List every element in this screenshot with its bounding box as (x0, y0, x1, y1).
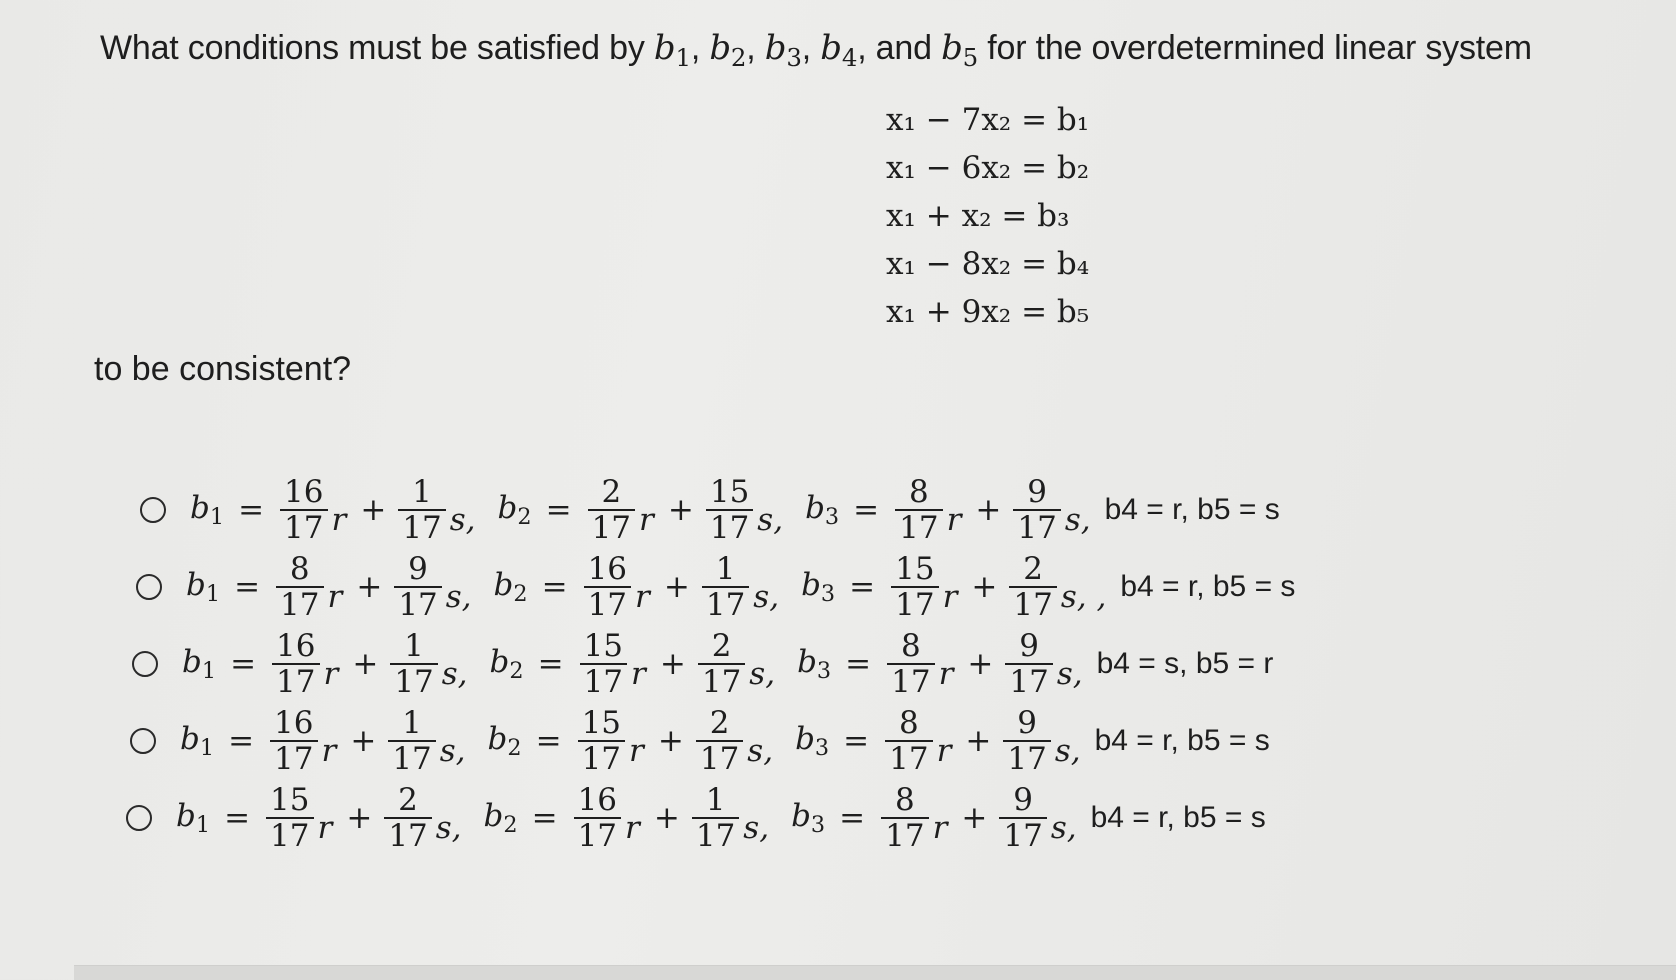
equals-sign: = (224, 800, 251, 836)
fraction-denominator: 17 (1013, 509, 1060, 544)
fraction-s-coefficient (1013, 476, 1060, 544)
fraction-denominator: 17 (999, 817, 1046, 852)
var-b3: $b_3$ (801, 566, 836, 608)
question-suffix: for the overdetermined linear system (978, 29, 1532, 67)
plus-sign: + (346, 800, 373, 836)
bottom-panel-edge (74, 965, 1676, 980)
radio-button[interactable] (132, 651, 158, 677)
fraction-numerator: 9 (1019, 628, 1039, 664)
plus-sign: + (356, 569, 383, 605)
fraction-s-coefficient (696, 707, 743, 775)
fraction-denominator: 17 (266, 817, 313, 852)
equals-sign: = (849, 569, 876, 605)
fraction-numerator: 1 (402, 705, 422, 741)
var-b3: $b_3$ (791, 797, 826, 839)
fraction-denominator: 17 (698, 663, 745, 698)
fraction-s-coefficient (692, 784, 739, 852)
var-s: s, (435, 810, 462, 846)
fraction-s-coefficient (390, 630, 437, 698)
fraction-numerator: 8 (900, 628, 921, 664)
fraction-r-coefficient (885, 707, 932, 775)
equation-4: x₁ − 8x₂ = b₄ (886, 246, 1090, 282)
var-b2: $b_2$ (709, 28, 747, 72)
fraction-denominator: 17 (384, 817, 431, 852)
var-s: s, (445, 579, 472, 615)
var-b4: $b_4$ (820, 28, 858, 72)
var-r: r (331, 502, 347, 538)
equals-sign: = (545, 492, 572, 528)
var-s: s, (743, 810, 770, 846)
option-tail-assignments: b4 = r, b5 = s (1120, 570, 1296, 603)
radio-button[interactable] (126, 805, 152, 831)
equals-sign: = (535, 723, 562, 759)
fraction-denominator: 17 (272, 663, 319, 698)
question-prefix: What conditions must be satisfied by (100, 29, 654, 67)
fraction-numerator: 16 (274, 705, 314, 741)
var-b1: $b_1$ (190, 489, 225, 531)
plus-sign: + (657, 723, 684, 759)
var-s: s, , (1060, 579, 1107, 615)
var-s: s, (439, 733, 466, 769)
equals-sign: = (853, 492, 880, 528)
fraction-denominator: 17 (692, 817, 739, 852)
var-s: s, (757, 502, 784, 538)
fraction-numerator: 9 (1027, 474, 1047, 510)
fraction-numerator: 9 (408, 551, 428, 587)
fraction-s-coefficient (698, 630, 745, 698)
fraction-numerator: 15 (709, 474, 750, 510)
fraction-denominator: 17 (891, 586, 938, 621)
plus-sign: + (663, 569, 690, 605)
fraction-numerator: 1 (412, 474, 432, 510)
fraction-numerator: 2 (711, 628, 732, 664)
var-b1: $b_1$ (180, 720, 215, 762)
equals-sign: = (537, 646, 564, 682)
var-s: s, (441, 656, 468, 692)
var-b5: $b_5$ (941, 28, 979, 72)
equals-sign: = (228, 723, 255, 759)
fraction-r-coefficient (272, 630, 319, 698)
fraction-s-coefficient (384, 784, 431, 852)
option-tail-assignments: b4 = r, b5 = s (1104, 493, 1280, 526)
answer-option[interactable] (130, 701, 1290, 781)
fraction-denominator: 17 (270, 740, 317, 775)
fraction-s-coefficient (388, 707, 435, 775)
question-text: What conditions must be satisfied by $b_1$, $b_2$, $b_3$, $b_4$, and $b_5$ for the overdetermined linear system (100, 28, 1532, 72)
answer-option[interactable] (132, 624, 1292, 704)
fraction-denominator: 17 (276, 586, 323, 621)
fraction-numerator: 9 (1017, 705, 1037, 741)
fraction-numerator: 15 (270, 782, 310, 818)
equation-5: x₁ + 9x₂ = b₅ (886, 294, 1090, 330)
fraction-denominator: 17 (584, 586, 631, 621)
var-r: r (327, 579, 343, 615)
equation-3: x₁ + x₂ = b₃ (886, 198, 1070, 234)
var-b3: $b_3$ (805, 489, 840, 531)
fraction-denominator: 17 (881, 817, 928, 852)
var-s: s, (747, 733, 774, 769)
var-s: s, (1050, 810, 1077, 846)
fraction-numerator: 1 (404, 628, 424, 664)
fraction-denominator: 17 (885, 740, 932, 775)
fraction-r-coefficient (881, 784, 928, 852)
fraction-s-coefficient (706, 476, 753, 544)
fraction-r-coefficient (895, 476, 942, 544)
fraction-s-coefficient (1009, 553, 1056, 621)
plus-sign: + (971, 569, 998, 605)
var-r: r (625, 810, 640, 846)
var-s: s, (1056, 656, 1083, 692)
var-b2: $b_2$ (493, 566, 528, 608)
fraction-denominator: 17 (895, 509, 942, 544)
var-r: r (629, 733, 644, 769)
var-b1: $b_1$ (186, 566, 221, 608)
fraction-numerator: 15 (581, 705, 622, 741)
var-r: r (936, 733, 952, 769)
fraction-s-coefficient (398, 476, 445, 544)
plus-sign: + (360, 492, 387, 528)
fraction-numerator: 16 (276, 628, 316, 664)
fraction-numerator: 2 (398, 782, 418, 818)
equals-sign: = (843, 723, 870, 759)
var-s: s, (1054, 733, 1081, 769)
fraction-numerator: 1 (705, 782, 726, 818)
plus-sign: + (967, 646, 994, 682)
fraction-denominator: 17 (578, 740, 625, 775)
fraction-numerator: 8 (908, 474, 929, 510)
var-b1: $b_1$ (653, 28, 691, 72)
var-r: r (946, 502, 962, 538)
fraction-r-coefficient (574, 784, 621, 852)
equals-sign: = (839, 800, 866, 836)
plus-sign: + (667, 492, 694, 528)
var-b2: $b_2$ (487, 720, 522, 762)
radio-button[interactable] (140, 497, 166, 523)
var-s: s, (449, 502, 476, 538)
var-b1: $b_1$ (182, 643, 217, 685)
var-b3: $b_3$ (795, 720, 830, 762)
fraction-numerator: 15 (895, 551, 935, 587)
option-tail-assignments: b4 = r, b5 = s (1094, 724, 1270, 757)
fraction-r-coefficient (276, 553, 323, 621)
equals-sign: = (234, 569, 261, 605)
var-r: r (938, 656, 954, 692)
plus-sign: + (352, 646, 379, 682)
option-tail-assignments: b4 = s, b5 = r (1096, 647, 1274, 680)
fraction-numerator: 2 (601, 474, 622, 510)
fraction-denominator: 17 (1003, 740, 1050, 775)
fraction-r-coefficient (588, 476, 635, 544)
fraction-numerator: 2 (1023, 551, 1043, 587)
plus-sign: + (350, 723, 377, 759)
answer-option[interactable] (140, 470, 1300, 550)
fraction-r-coefficient (266, 784, 313, 852)
fraction-r-coefficient (584, 553, 631, 621)
fraction-numerator: 8 (898, 705, 919, 741)
fraction-denominator: 17 (1005, 663, 1052, 698)
equation-2: x₁ − 6x₂ = b₂ (886, 150, 1090, 186)
plus-sign: + (659, 646, 686, 682)
var-b2: $b_2$ (497, 489, 532, 531)
var-r: r (639, 502, 654, 538)
option-tail-assignments: b4 = r, b5 = s (1090, 801, 1266, 834)
radio-button[interactable] (130, 728, 156, 754)
equation-system (886, 96, 1089, 336)
fraction-denominator: 17 (702, 586, 749, 621)
equals-sign: = (531, 800, 558, 836)
answer-option[interactable] (126, 778, 1286, 858)
var-r: r (631, 656, 646, 692)
fraction-denominator: 17 (706, 509, 753, 544)
var-r: r (317, 810, 333, 846)
fraction-numerator: 8 (289, 551, 310, 587)
fraction-r-coefficient (891, 553, 938, 621)
fraction-denominator: 17 (588, 509, 635, 544)
fraction-numerator: 2 (709, 705, 730, 741)
fraction-r-coefficient (887, 630, 934, 698)
fraction-denominator: 17 (1009, 586, 1056, 621)
plus-sign: + (975, 492, 1002, 528)
fraction-s-coefficient (1003, 707, 1050, 775)
var-s: s, (749, 656, 776, 692)
answer-option[interactable] (136, 547, 1296, 627)
equation-1: x₁ − 7x₂ = b₁ (886, 102, 1090, 138)
fraction-denominator: 17 (696, 740, 743, 775)
fraction-s-coefficient (999, 784, 1046, 852)
fraction-numerator: 15 (583, 628, 624, 664)
fraction-r-coefficient (580, 630, 627, 698)
var-b3: $b_3$ (797, 643, 832, 685)
fraction-denominator: 17 (398, 509, 445, 544)
fraction-s-coefficient (702, 553, 749, 621)
plus-sign: + (961, 800, 988, 836)
fraction-s-coefficient (1005, 630, 1052, 698)
fraction-r-coefficient (578, 707, 625, 775)
var-r: r (932, 810, 948, 846)
fraction-r-coefficient (280, 476, 327, 544)
var-b3: $b_3$ (764, 28, 802, 72)
fraction-r-coefficient (270, 707, 317, 775)
equals-sign: = (845, 646, 872, 682)
var-r: r (942, 579, 958, 615)
fraction-s-coefficient (394, 553, 441, 621)
fraction-denominator: 17 (394, 586, 441, 621)
var-r: r (323, 656, 339, 692)
question-tail: to be consistent? (94, 350, 352, 388)
fraction-numerator: 16 (577, 782, 618, 818)
fraction-numerator: 16 (284, 474, 324, 510)
plus-sign: + (653, 800, 680, 836)
fraction-denominator: 17 (390, 663, 437, 698)
var-b1: $b_1$ (176, 797, 211, 839)
fraction-denominator: 17 (280, 509, 327, 544)
fraction-numerator: 8 (894, 782, 915, 818)
var-s: s, (1064, 502, 1091, 538)
fraction-numerator: 1 (715, 551, 736, 587)
var-r: r (635, 579, 650, 615)
equals-sign: = (238, 492, 265, 528)
fraction-denominator: 17 (574, 817, 621, 852)
fraction-numerator: 16 (587, 551, 628, 587)
var-b2: $b_2$ (483, 797, 518, 839)
var-b2: $b_2$ (489, 643, 524, 685)
question-and: , and (857, 29, 942, 67)
fraction-denominator: 17 (388, 740, 435, 775)
var-r: r (321, 733, 337, 769)
fraction-numerator: 9 (1013, 782, 1033, 818)
fraction-denominator: 17 (887, 663, 934, 698)
equals-sign: = (230, 646, 257, 682)
plus-sign: + (965, 723, 992, 759)
var-s: s, (753, 579, 780, 615)
equals-sign: = (541, 569, 568, 605)
fraction-denominator: 17 (580, 663, 627, 698)
radio-button[interactable] (136, 574, 162, 600)
